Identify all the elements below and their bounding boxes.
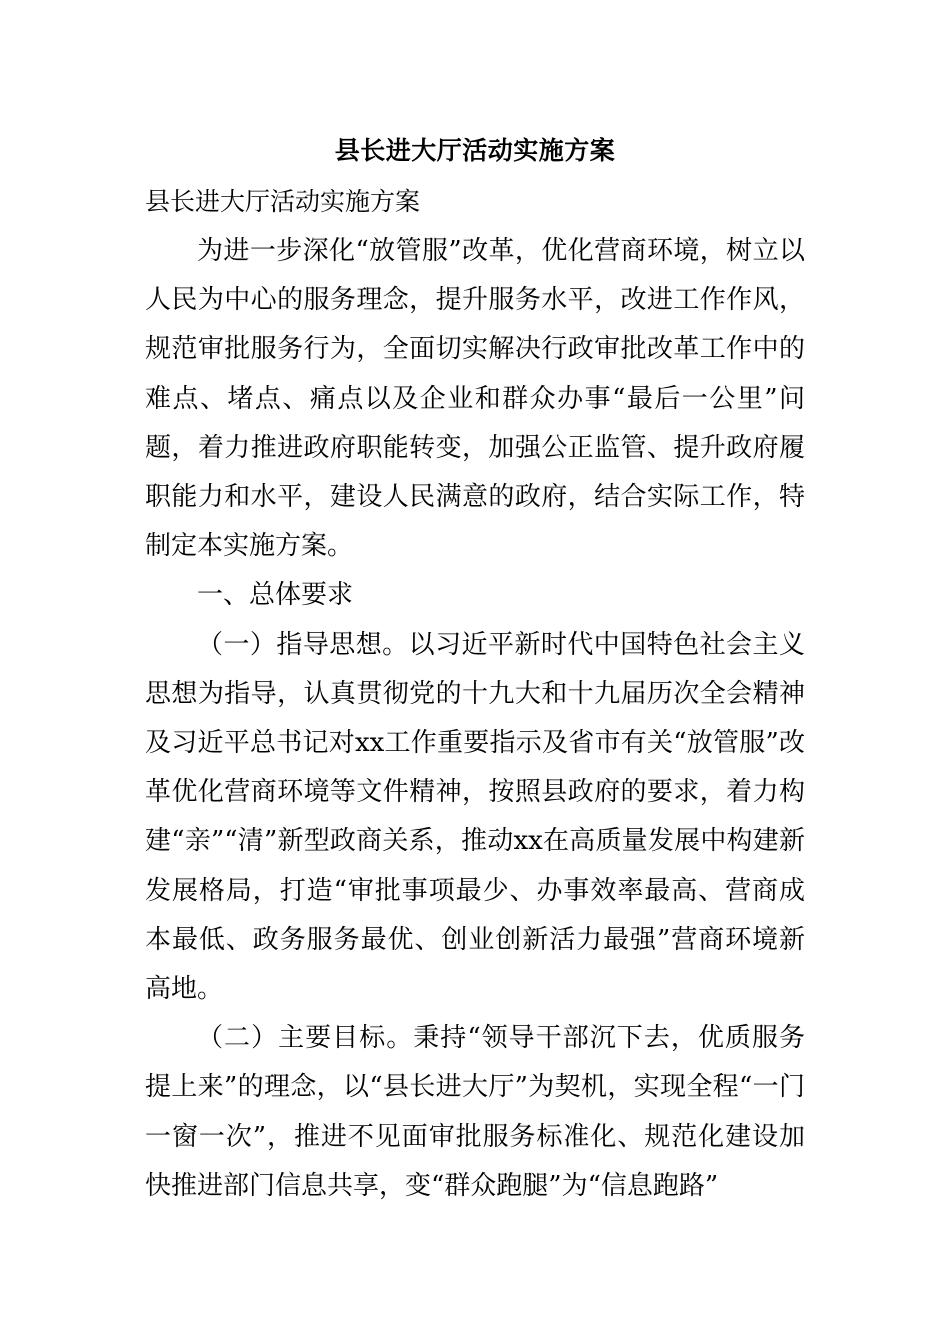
paragraph-intro: 为进一步深化“放管服”改革，优化营商环境，树立以人民为中心的服务理念，提升服务水平，改进工作作风，规范审批服务行为，全面切实解决行政审批改革工作中的难点、堵点、痛点以及企业和群众办事“最后一公里”问题，着力推进政府职能转变，加强公正监管、提升政府履职能力和水平，建设人民满意的政府，结合实际工作，特制定本实施方案。 — [145, 236, 805, 562]
section-heading-general-requirements: 一、总体要求 — [197, 580, 354, 611]
document-title: 县长进大厅活动实施方案 — [334, 136, 616, 165]
document-body — [145, 227, 805, 1211]
document-subtitle: 县长进大厅活动实施方案 — [145, 187, 421, 216]
paragraph-main-goals: （二）主要目标。秉持“领导干部沉下去，优质服务提上来”的理念，以“县长进大厅”为契机，实现全程“一门一窗一次”，推进不见面审批服务标准化、规范化建设加快推进部门信息共享，变“群众跑腿”为“信息跑路” — [145, 1023, 805, 1201]
paragraph-guiding-ideology: （一）指导思想。以习近平新时代中国特色社会主义思想为指导，认真贯彻党的十九大和十九届历次全会精神及习近平总书记对xx工作重要指示及省市有关“放管服”改革优化营商环境等文件精神，按照县政府的要求，着力构建“亲”“清”新型政商关系，推动xx在高质量发展中构建新发展格局，打造“审批事项最少、办事效率最高、营商成本最低、政务服务最优、创业创新活力最强”营商环境新高地。 — [145, 629, 805, 1005]
